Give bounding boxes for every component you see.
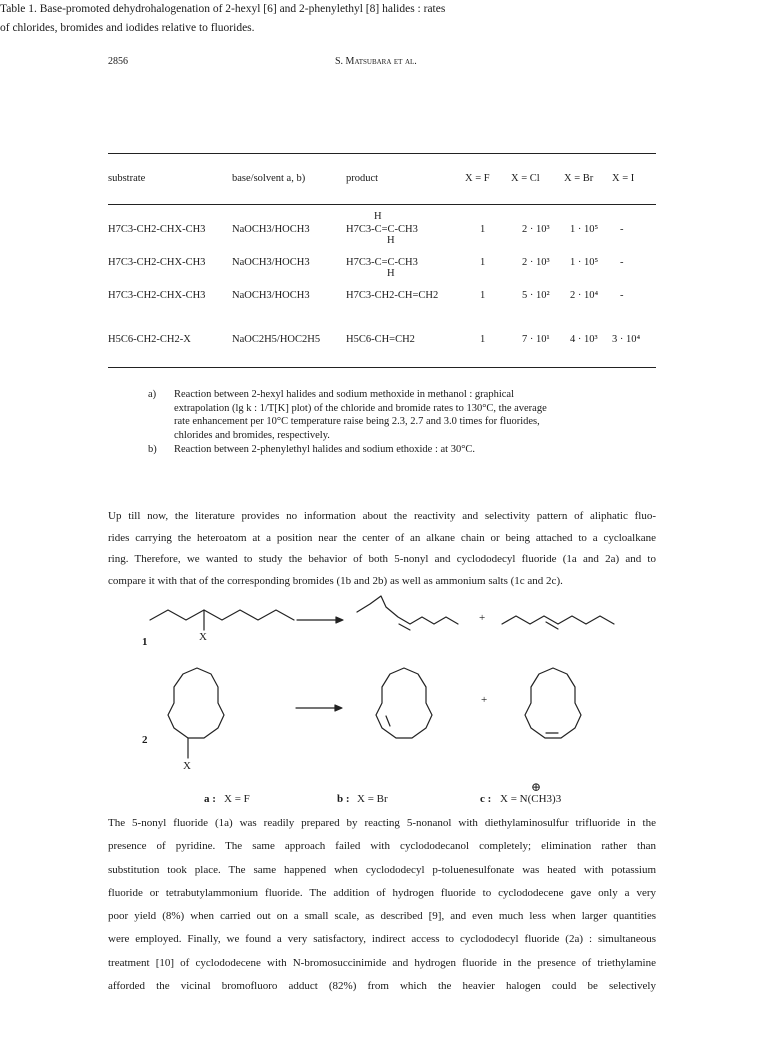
product-top-h: H bbox=[374, 211, 382, 222]
footnote-line: Reaction between 2-hexyl halides and sodium methoxide in methanol : graphical bbox=[174, 389, 514, 400]
table-cell-i: - bbox=[620, 224, 624, 235]
table-cell-cl: 7 · 10¹ bbox=[522, 334, 550, 345]
text-line: ring. Therefore, we wanted to study the behavior of both 5-nonyl and cyclododecyl fluoride (1a and 2a) and to bbox=[108, 553, 656, 566]
text-line: compare it with that of the corresponding bromides (1b and 2b) as well as ammonium salts (1c and 2c). bbox=[108, 574, 563, 587]
footnote-line: chlorides and bromides, respectively. bbox=[174, 429, 330, 441]
text-line: were employed. Finally, we found a very satisfactory, indirect access to cyclododecyl fluoride (2a) : simultaneous bbox=[108, 933, 656, 946]
text-line: substitution took place. The same happened when cyclododecyl p-toluenesulfonate was heated with potassium bbox=[108, 863, 656, 876]
table-cell-base: NaOCH3/HOCH3 bbox=[232, 224, 310, 235]
table-cell-substrate: H5C6-CH2-CH2-X bbox=[108, 334, 191, 345]
plus-sign: + bbox=[481, 694, 488, 706]
footnote-mark: b) bbox=[148, 444, 157, 455]
table-cell-base: NaOCH3/HOCH3 bbox=[232, 257, 310, 268]
double-bond bbox=[399, 624, 410, 630]
compound-label-1: 1 bbox=[142, 636, 148, 648]
charge-symbol: ⊕ bbox=[531, 780, 542, 794]
col-header-f: X = F bbox=[465, 173, 490, 184]
table-cell-product: H7C3-C=C-CH3 bbox=[346, 257, 418, 268]
cyclododecene-ring bbox=[376, 668, 432, 738]
text-line: presence of pyridine. The same approach failed with cyclododecanol completely; elimination rather than bbox=[108, 840, 656, 853]
col-header-cl: X = Cl bbox=[511, 173, 540, 184]
legend-text-c: X = N(CH3)3 bbox=[500, 793, 562, 805]
table-cell-i: 3 · 10⁴ bbox=[612, 334, 641, 345]
table-cell-base: NaOC2H5/HOC2H5 bbox=[232, 334, 321, 345]
table-cell-br: 1 · 10⁵ bbox=[570, 224, 599, 235]
arrow-head bbox=[335, 705, 342, 711]
alkene-product-linear bbox=[502, 616, 614, 624]
table-cell-i: - bbox=[620, 257, 624, 268]
footnote-mark: a) bbox=[148, 389, 157, 400]
legend-text-b: X = Br bbox=[357, 793, 388, 805]
table-cell-f: 1 bbox=[480, 290, 486, 301]
compound-label-2: 2 bbox=[142, 734, 148, 746]
table-cell-f: 1 bbox=[480, 257, 486, 268]
footnote-line: extrapolation (lg k : 1/T[K] plot) of the chloride and bromide rates to 130°C, the average bbox=[174, 402, 547, 414]
table-cell-br: 1 · 10⁵ bbox=[570, 257, 599, 268]
table-cell-substrate: H7C3-CH2-CHX-CH3 bbox=[108, 224, 206, 235]
substituent-x-label: X bbox=[199, 631, 207, 643]
col-header-base: base/solvent a, b) bbox=[232, 173, 306, 184]
col-header-i: X = I bbox=[612, 173, 635, 184]
table-cell-product: H5C6-CH=CH2 bbox=[346, 334, 415, 345]
product-bottom-h: H bbox=[387, 268, 395, 279]
col-header-substrate: substrate bbox=[108, 173, 146, 184]
text-line: fluoride or tetrabutylammonium fluoride. The addition of hydrogen fluoride to cyclododecene gave only a very bbox=[108, 886, 656, 899]
table-cell-cl: 5 · 10² bbox=[522, 290, 550, 301]
table-cell-f: 1 bbox=[480, 334, 486, 345]
arrow-head bbox=[336, 617, 343, 623]
plus-sign: + bbox=[479, 612, 486, 624]
nonyl-chain bbox=[150, 610, 294, 620]
cyclododecane-ring bbox=[168, 668, 224, 738]
table-cell-substrate: H7C3-CH2-CHX-CH3 bbox=[108, 257, 206, 268]
table-caption-line: of chlorides, bromides and iodides relative to fluorides. bbox=[0, 22, 255, 34]
legend-id-c: c : bbox=[480, 793, 492, 805]
paragraph-synthesis bbox=[108, 812, 656, 998]
double-bond bbox=[386, 716, 390, 726]
page-number: 2856 bbox=[108, 56, 128, 67]
text-line: The 5-nonyl fluoride (1a) was readily prepared by reacting 5-nonanol with diethylaminosulfur trifluoride in the bbox=[108, 817, 656, 829]
table-cell-product: H7C3-C=C-CH3 bbox=[346, 224, 418, 235]
legend-id-a: a : bbox=[204, 793, 216, 805]
table-cell-f: 1 bbox=[480, 224, 486, 235]
substituent-x-label: X bbox=[183, 760, 191, 772]
table-cell-br: 4 · 10³ bbox=[570, 334, 598, 345]
running-title: S. Matsubara et al. bbox=[335, 56, 417, 67]
cyclododecene-ring bbox=[525, 668, 581, 738]
text-line: afforded the vicinal bromofluoro adduct (82%) from which the heavier halogen could be selectively bbox=[108, 980, 656, 993]
table-cell-cl: 2 · 10³ bbox=[522, 257, 550, 268]
table-cell-cl: 2 · 10³ bbox=[522, 224, 550, 235]
table-cell-product: H7C3-CH2-CH=CH2 bbox=[346, 290, 439, 301]
table-cell-br: 2 · 10⁴ bbox=[570, 290, 599, 301]
product-bottom-h: H bbox=[387, 235, 395, 246]
col-header-br: X = Br bbox=[564, 173, 594, 184]
text-line: Up till now, the literature provides no information about the reactivity and selectivity pattern of aliphatic fluo- bbox=[108, 510, 656, 522]
legend-text-a: X = F bbox=[224, 793, 250, 805]
table-cell-substrate: H7C3-CH2-CHX-CH3 bbox=[108, 290, 206, 301]
text-line: treatment [10] of cyclododecene with N-bromosuccinimide and hydrogen fluoride in the presence of triethylamine bbox=[108, 956, 656, 969]
table-cell-i: - bbox=[620, 290, 624, 301]
table-caption-line: Table 1. Base-promoted dehydrohalogenation of 2-hexyl [6] and 2-phenylethyl [8] halides : rates bbox=[0, 3, 446, 15]
footnote-line: rate enhancement per 10°C temperature raise being 2.3, 2.7 and 3.0 times for fluorides, bbox=[174, 416, 540, 427]
col-header-product: product bbox=[346, 173, 379, 184]
text-line: rides carrying the heteroatom at a position near the center of an alkane chain or being attached to a cycloalkane bbox=[108, 531, 656, 544]
footnote-line: Reaction between 2-phenylethyl halides and sodium ethoxide : at 30°C. bbox=[174, 444, 476, 455]
alkene-product-branched bbox=[357, 596, 458, 624]
legend-id-b: b : bbox=[337, 793, 350, 805]
text-line: poor yield (8%) when carried out on a small scale, as described [9], and even much less when larger quantities bbox=[108, 910, 656, 923]
table-cell-base: NaOCH3/HOCH3 bbox=[232, 290, 310, 301]
